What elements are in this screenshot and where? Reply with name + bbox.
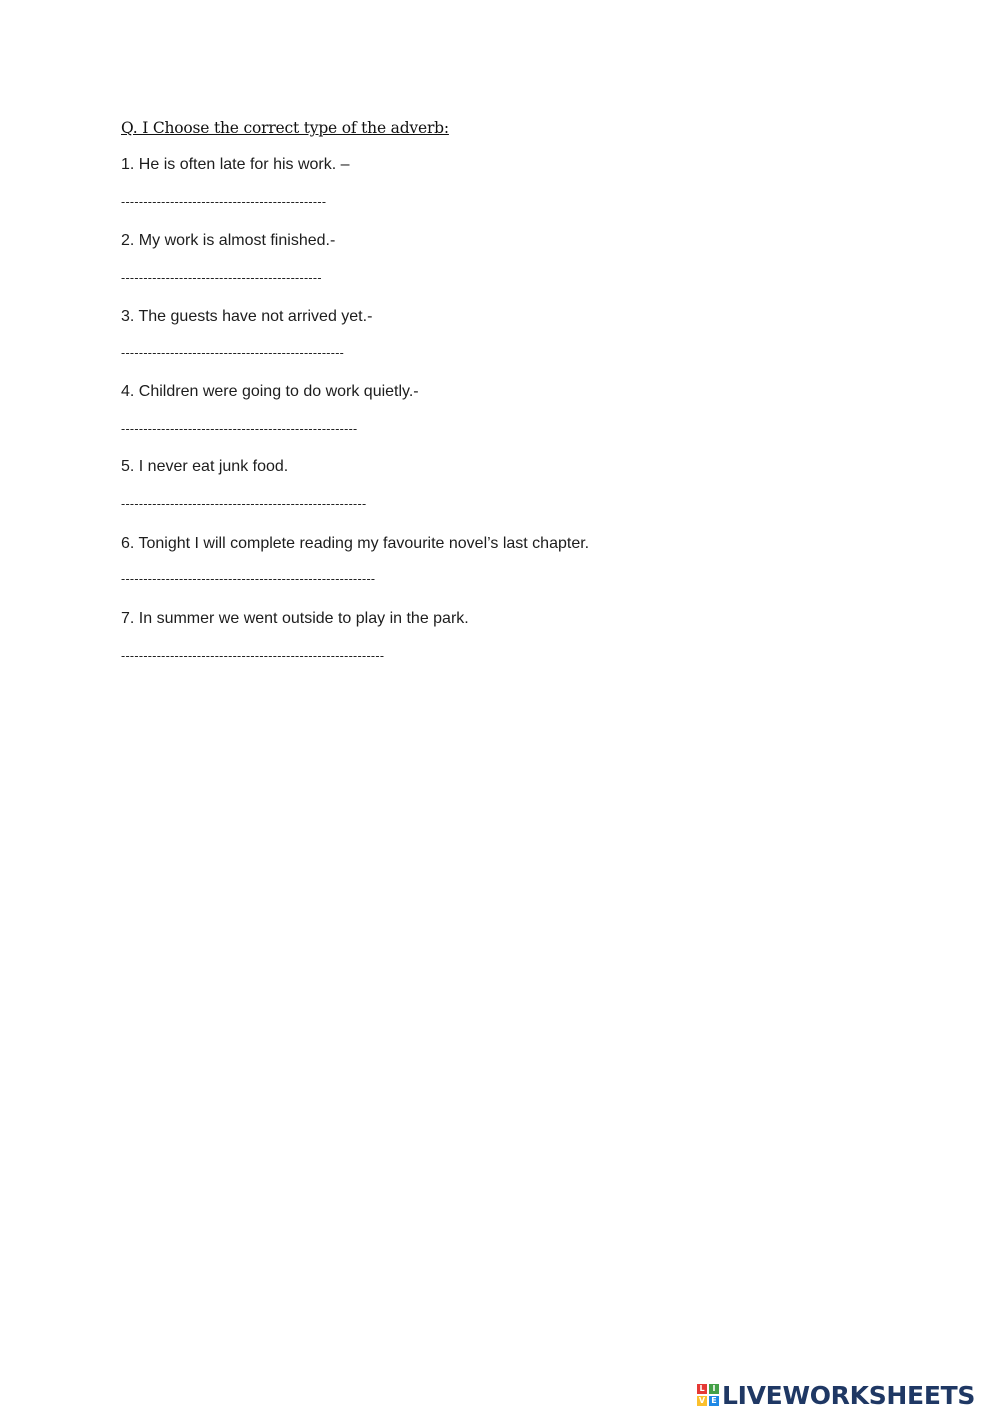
question-7: 7. In summer we went outside to play in the park. [121, 610, 469, 627]
worksheet-heading: Q. I Choose the correct type of the adverb: [121, 119, 449, 137]
question-2: 2. My work is almost finished.- [121, 232, 336, 249]
question-4: 4. Children were going to do work quietly.- [121, 383, 419, 400]
answer-line-2[interactable]: --------------------------------------------- [121, 271, 322, 285]
question-1: 1. He is often late for his work. – [121, 156, 350, 173]
question-5: 5. I never eat junk food. [121, 458, 289, 475]
answer-line-3[interactable]: -------------------------------------------------- [121, 346, 345, 360]
answer-line-4[interactable]: ----------------------------------------------------- [121, 422, 358, 436]
logo-letter-l: L [697, 1384, 707, 1394]
brand-text: LIVEWORKSHEETS [722, 1380, 976, 1410]
logo-letter-e: E [709, 1396, 719, 1406]
answer-line-6[interactable]: --------------------------------------------------------- [121, 572, 376, 586]
answer-line-1[interactable]: ---------------------------------------------- [121, 195, 327, 209]
logo-mark-icon [697, 1384, 719, 1406]
liveworksheets-logo [697, 1378, 975, 1412]
question-6: 6. Tonight I will complete reading my favourite novel’s last chapter. [121, 535, 590, 552]
question-3: 3. The guests have not arrived yet.- [121, 308, 373, 325]
logo-letter-i: I [709, 1384, 719, 1394]
answer-line-5[interactable]: ------------------------------------------------------- [121, 497, 367, 511]
answer-line-7[interactable]: ----------------------------------------------------------- [121, 649, 385, 663]
logo-letter-v: V [698, 1396, 706, 1405]
